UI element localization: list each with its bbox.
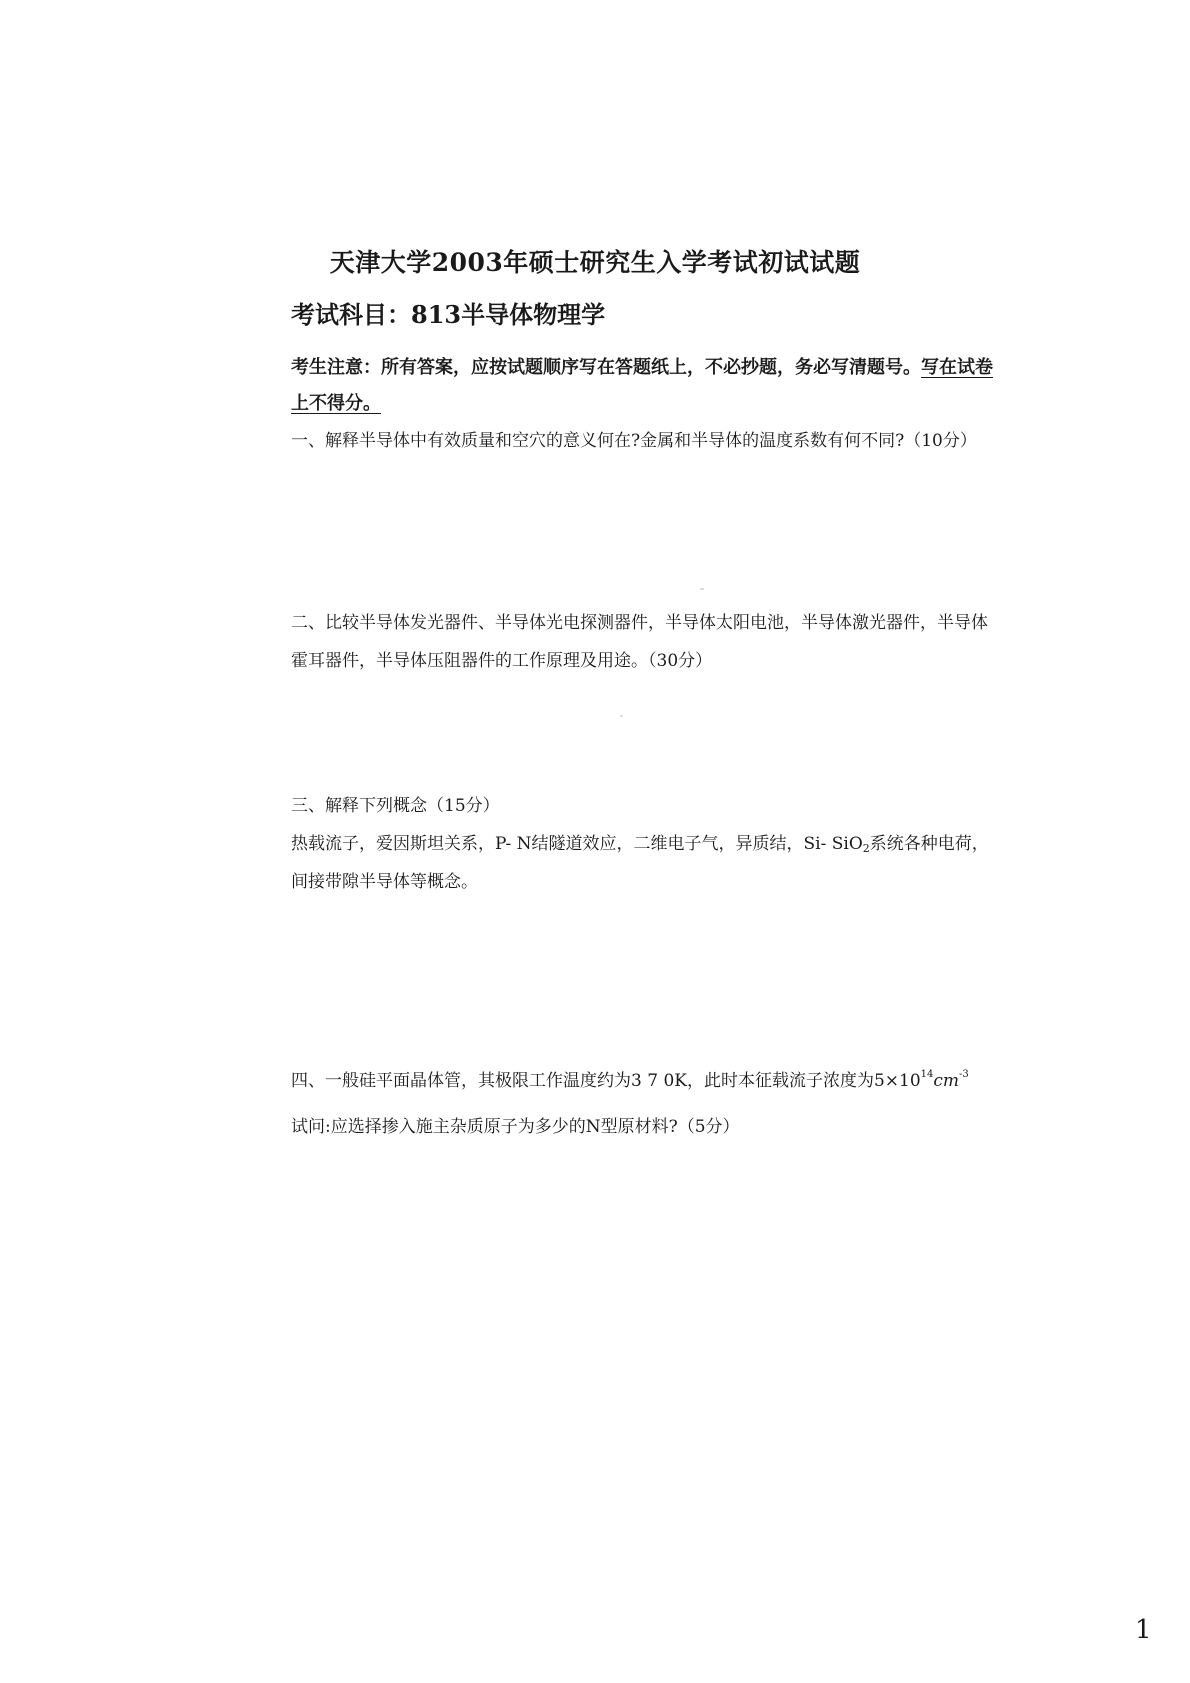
scan-speck xyxy=(620,715,623,717)
unit-exponent: -3 xyxy=(959,1069,969,1080)
question-2: 二、比较半导体发光器件、半导体光电探测器件，半导体太阳电池，半导体激光器件，半导体霍耳器件，半导体压阻器件的工作原理及用途。（30分） xyxy=(291,613,988,671)
question-3-body-text-end: 系统各种电荷，间接带隙半导体等概念。 xyxy=(291,834,989,892)
notice-text: 考生注意：所有答案，应按试题顺序写在答题纸上，不必抄题，务必写清题号。 xyxy=(291,357,921,378)
notice-underlined-text: 写在试卷上不得分。 xyxy=(291,357,993,414)
candidate-notice xyxy=(291,350,1003,422)
page-number: 1 xyxy=(1135,1615,1152,1645)
question-4-line-1 xyxy=(291,1058,1003,1104)
exam-title: 天津大学2003年硕士研究生入学考试初试试题 xyxy=(329,248,861,277)
question-3 xyxy=(291,787,1003,901)
question-4 xyxy=(291,1058,1003,1150)
exam-subject: 考试科目：813半导体物理学 xyxy=(291,300,606,329)
sio2-subscript: 2 xyxy=(862,842,870,855)
question-1: 一、解释半导体中有效质量和空穴的意义何在?金属和半导体的温度系数有何不同?（10分） xyxy=(291,431,977,451)
question-4-line-2: 试问:应选择掺入施主杂质原子为多少的N型原材料?（5分） xyxy=(291,1117,740,1137)
concentration-exponent: 14 xyxy=(920,1069,934,1080)
question-3-title: 三、解释下列概念（15分） xyxy=(291,796,500,816)
concentration-unit: cm xyxy=(933,1071,960,1091)
question-3-body xyxy=(291,825,1003,901)
question-3-body-text: 热载流子，爱因斯坦关系，P- N结隧道效应，二维电子气，异质结，Si- SiO xyxy=(291,834,863,854)
scan-speck xyxy=(700,588,704,590)
question-4-text: 四、一般硅平面晶体管，其极限工作温度约为3 7 0K，此时本征载流子浓度为5×10 xyxy=(291,1071,921,1091)
